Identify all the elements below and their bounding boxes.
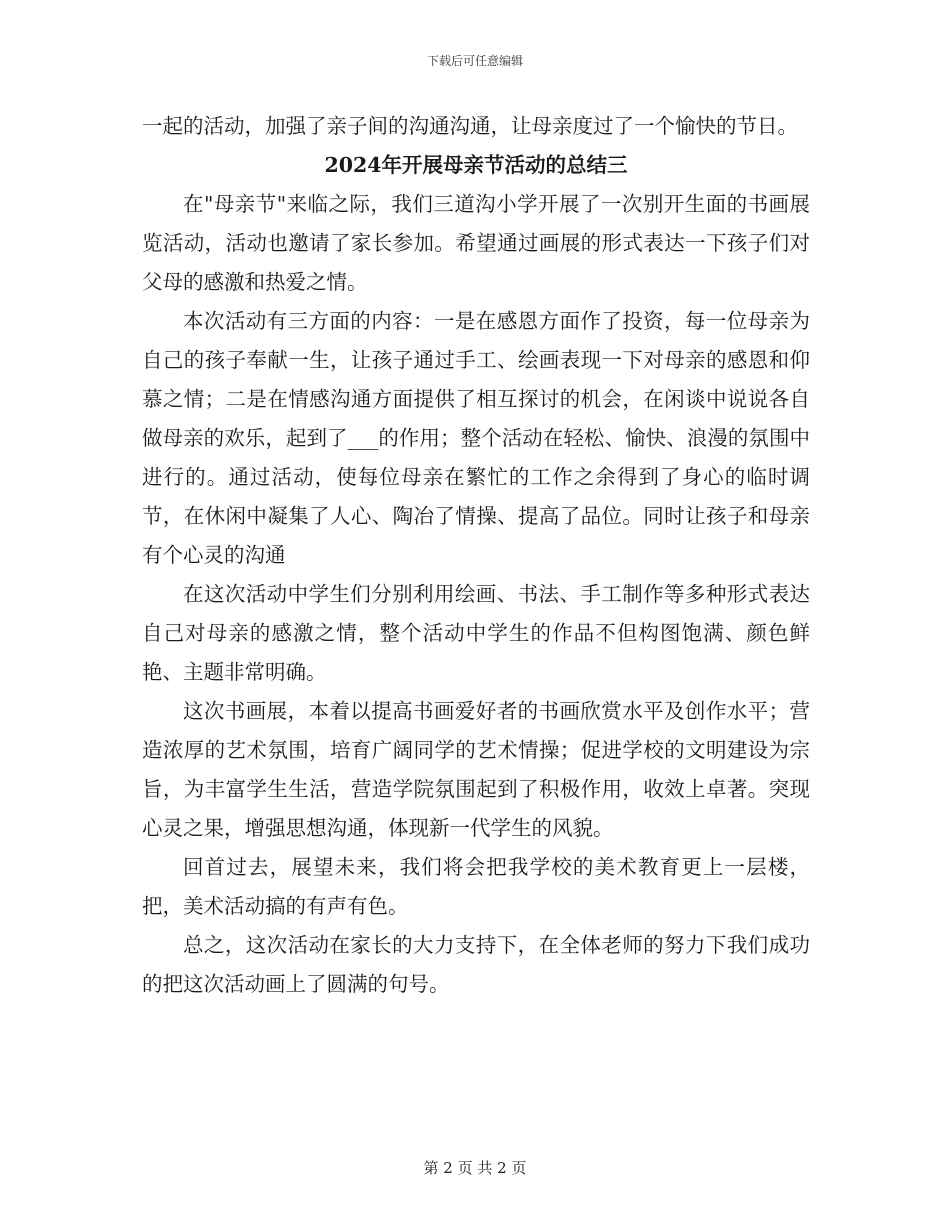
paragraph: 在这次活动中学生们分别利用绘画、书法、手工制作等多种形式表达自己对母亲的感激之情，整个活动中学生的作品不但构图饱满、颜色鲜艳、主题非常明确。 xyxy=(142,582,810,684)
paragraph: 本次活动有三方面的内容：一是在感恩方面作了投资，每一位母亲为自己的孩子奉献一生，让孩子通过手工、绘画表现一下对母亲的感恩和仰慕之情；二是在情感沟通方面提供了相互探讨的机会，在闲谈中说说各自做母亲的欢乐，起到了___的作用；整个活动在轻松、愉快、浪漫的氛围中进行的。通过活动，使每位母亲在繁忙的工作之余得到了身心的临时调节，在休闲中凝集了人心、陶冶了情操、提高了品位。同时让孩子和母亲有个心灵的沟通 xyxy=(142,309,810,567)
document-title: 2024年开展母亲节活动的总结三 xyxy=(324,153,628,177)
paragraph: 回首过去，展望未来，我们将会把我学校的美术教育更上一层楼，把，美术活动搞的有声有色。 xyxy=(142,855,810,918)
paragraph: 在"母亲节"来临之际，我们三道沟小学开展了一次别开生面的书画展览活动，活动也邀请了家长参加。希望通过画展的形式表达一下孩子们对父母的感激和热爱之情。 xyxy=(142,192,810,294)
page-footer: 第 2 页 共 2 页 xyxy=(423,1159,527,1177)
continuation-paragraph: 一起的活动，加强了亲子间的沟通沟通，让母亲度过了一个愉快的节日。 xyxy=(142,114,798,138)
paragraph: 总之，这次活动在家长的大力支持下，在全体老师的努力下我们成功的把这次活动画上了圆满的句号。 xyxy=(142,933,810,996)
page-header: 下载后可任意编辑 xyxy=(426,54,523,68)
document-body xyxy=(142,107,810,1004)
paragraph: 这次书画展，本着以提高书画爱好者的书画欣赏水平及创作水平；营造浓厚的艺术氛围，培育广阔同学的艺术情操；促进学校的文明建设为宗旨，为丰富学生生活，营造学院氛围起到了积极作用，收效上卓著。突现心灵之果，增强思想沟通，体现新一代学生的风貌。 xyxy=(142,699,810,840)
